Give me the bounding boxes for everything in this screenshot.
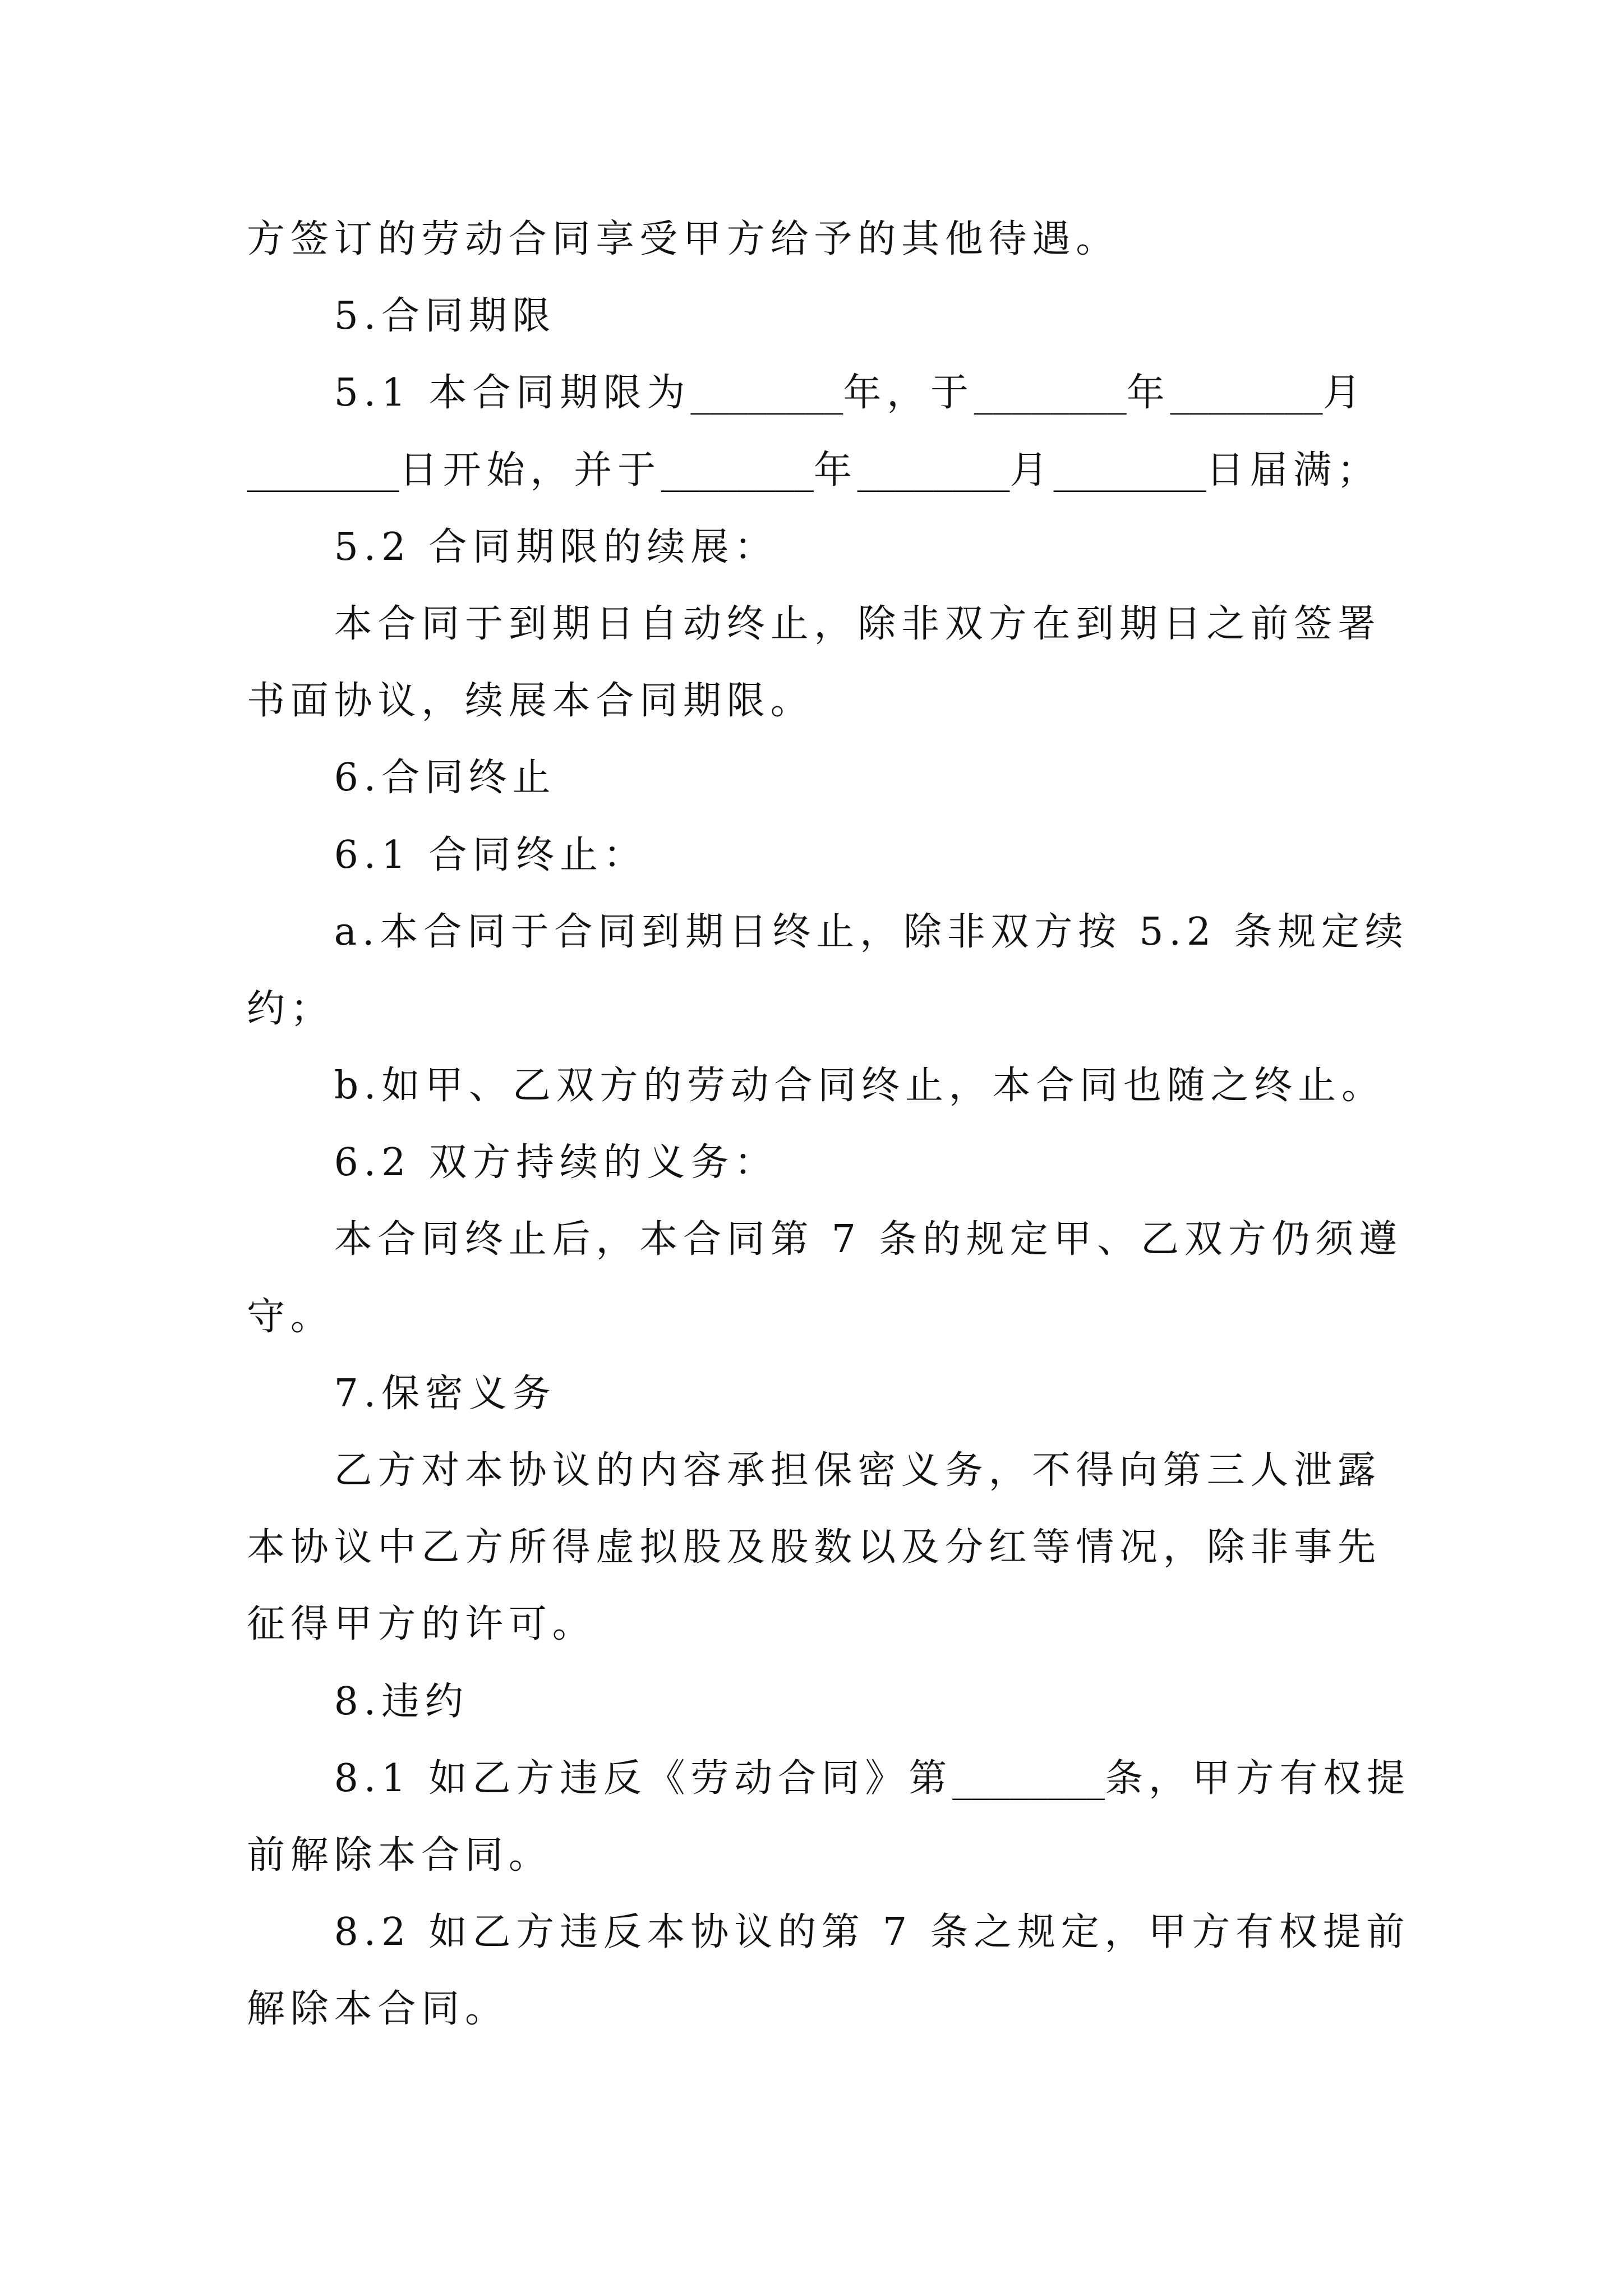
text-line: 乙方对本协议的内容承担保密义务，不得向第三人泄露 bbox=[334, 1448, 1381, 1493]
fill-in-blank: ________ bbox=[974, 371, 1127, 416]
fill-in-blank: ________ bbox=[247, 448, 399, 493]
fill-in-blank: ________ bbox=[690, 371, 843, 416]
fill-in-blank: ________ bbox=[1053, 448, 1206, 493]
clause-5-2-heading bbox=[247, 509, 1481, 586]
text-line: 5.1 本合同期限为________年，于________年________月 bbox=[334, 371, 1367, 416]
clause-6-1-item-a bbox=[247, 894, 1481, 1047]
text-line: 方签订的劳动合同享受甲方给予的其他待遇。 bbox=[247, 217, 1120, 261]
heading-line: 5.合同期限 bbox=[334, 294, 556, 339]
section-heading-confidentiality bbox=[247, 1355, 1481, 1432]
clause-6-2-heading bbox=[247, 1124, 1481, 1201]
text-line: 书面协议，续展本合同期限。 bbox=[247, 679, 814, 724]
text-line: 8.1 如乙方违反《劳动合同》第________条，甲方有权提 bbox=[334, 1756, 1410, 1801]
document-body bbox=[247, 201, 1481, 2048]
heading-line: 8.违约 bbox=[334, 1679, 469, 1724]
clause-6-1-item-b bbox=[247, 1047, 1481, 1124]
text-line: 守。 bbox=[247, 1294, 334, 1339]
text-line: 本协议中乙方所得虚拟股及股数以及分红等情况，除非事先 bbox=[247, 1525, 1381, 1570]
clause-8-1 bbox=[247, 1740, 1481, 1894]
paragraph-continuation bbox=[247, 201, 1481, 278]
clause-5-2-body bbox=[247, 586, 1481, 739]
clause-5-1 bbox=[247, 355, 1481, 508]
fill-in-blank: ________ bbox=[661, 448, 814, 493]
section-heading-breach bbox=[247, 1663, 1481, 1740]
text-line: 5.2 合同期限的续展： bbox=[334, 524, 778, 569]
text-line: 8.2 如乙方违反本协议的第 7 条之规定，甲方有权提前 bbox=[334, 1910, 1410, 1955]
text-line: 解除本合同。 bbox=[247, 1987, 509, 2032]
text-line: 6.2 双方持续的义务： bbox=[334, 1140, 778, 1185]
text-line: 征得甲方的许可。 bbox=[247, 1602, 596, 1647]
text-line: 本合同于到期日自动终止，除非双方在到期日之前签署 bbox=[334, 601, 1381, 646]
heading-line: 7.保密义务 bbox=[334, 1371, 556, 1416]
clause-6-1-heading bbox=[247, 817, 1481, 894]
heading-line: 6.合同终止 bbox=[334, 756, 556, 800]
clause-7-body bbox=[247, 1432, 1481, 1663]
text-line: a.本合同于合同到期日终止，除非双方按 5.2 条规定续 bbox=[334, 909, 1409, 954]
text-line: b.如甲、乙双方的劳动合同终止，本合同也随之终止。 bbox=[334, 1064, 1385, 1108]
fill-in-blank: ________ bbox=[952, 1756, 1105, 1801]
section-heading-termination bbox=[247, 739, 1481, 816]
text-line: ________日开始，并于________年________月________日届满； bbox=[247, 448, 1381, 493]
clause-6-2-body bbox=[247, 1201, 1481, 1355]
text-line: 约； bbox=[247, 986, 334, 1031]
section-heading-contract-term bbox=[247, 278, 1481, 355]
text-line: 6.1 合同终止： bbox=[334, 832, 647, 877]
text-line: 本合同终止后，本合同第 7 条的规定甲、乙双方仍须遵 bbox=[334, 1217, 1403, 1262]
text-line: 前解除本合同。 bbox=[247, 1833, 552, 1878]
clause-8-2 bbox=[247, 1894, 1481, 2047]
fill-in-blank: ________ bbox=[1170, 371, 1323, 416]
fill-in-blank: ________ bbox=[857, 448, 1010, 493]
